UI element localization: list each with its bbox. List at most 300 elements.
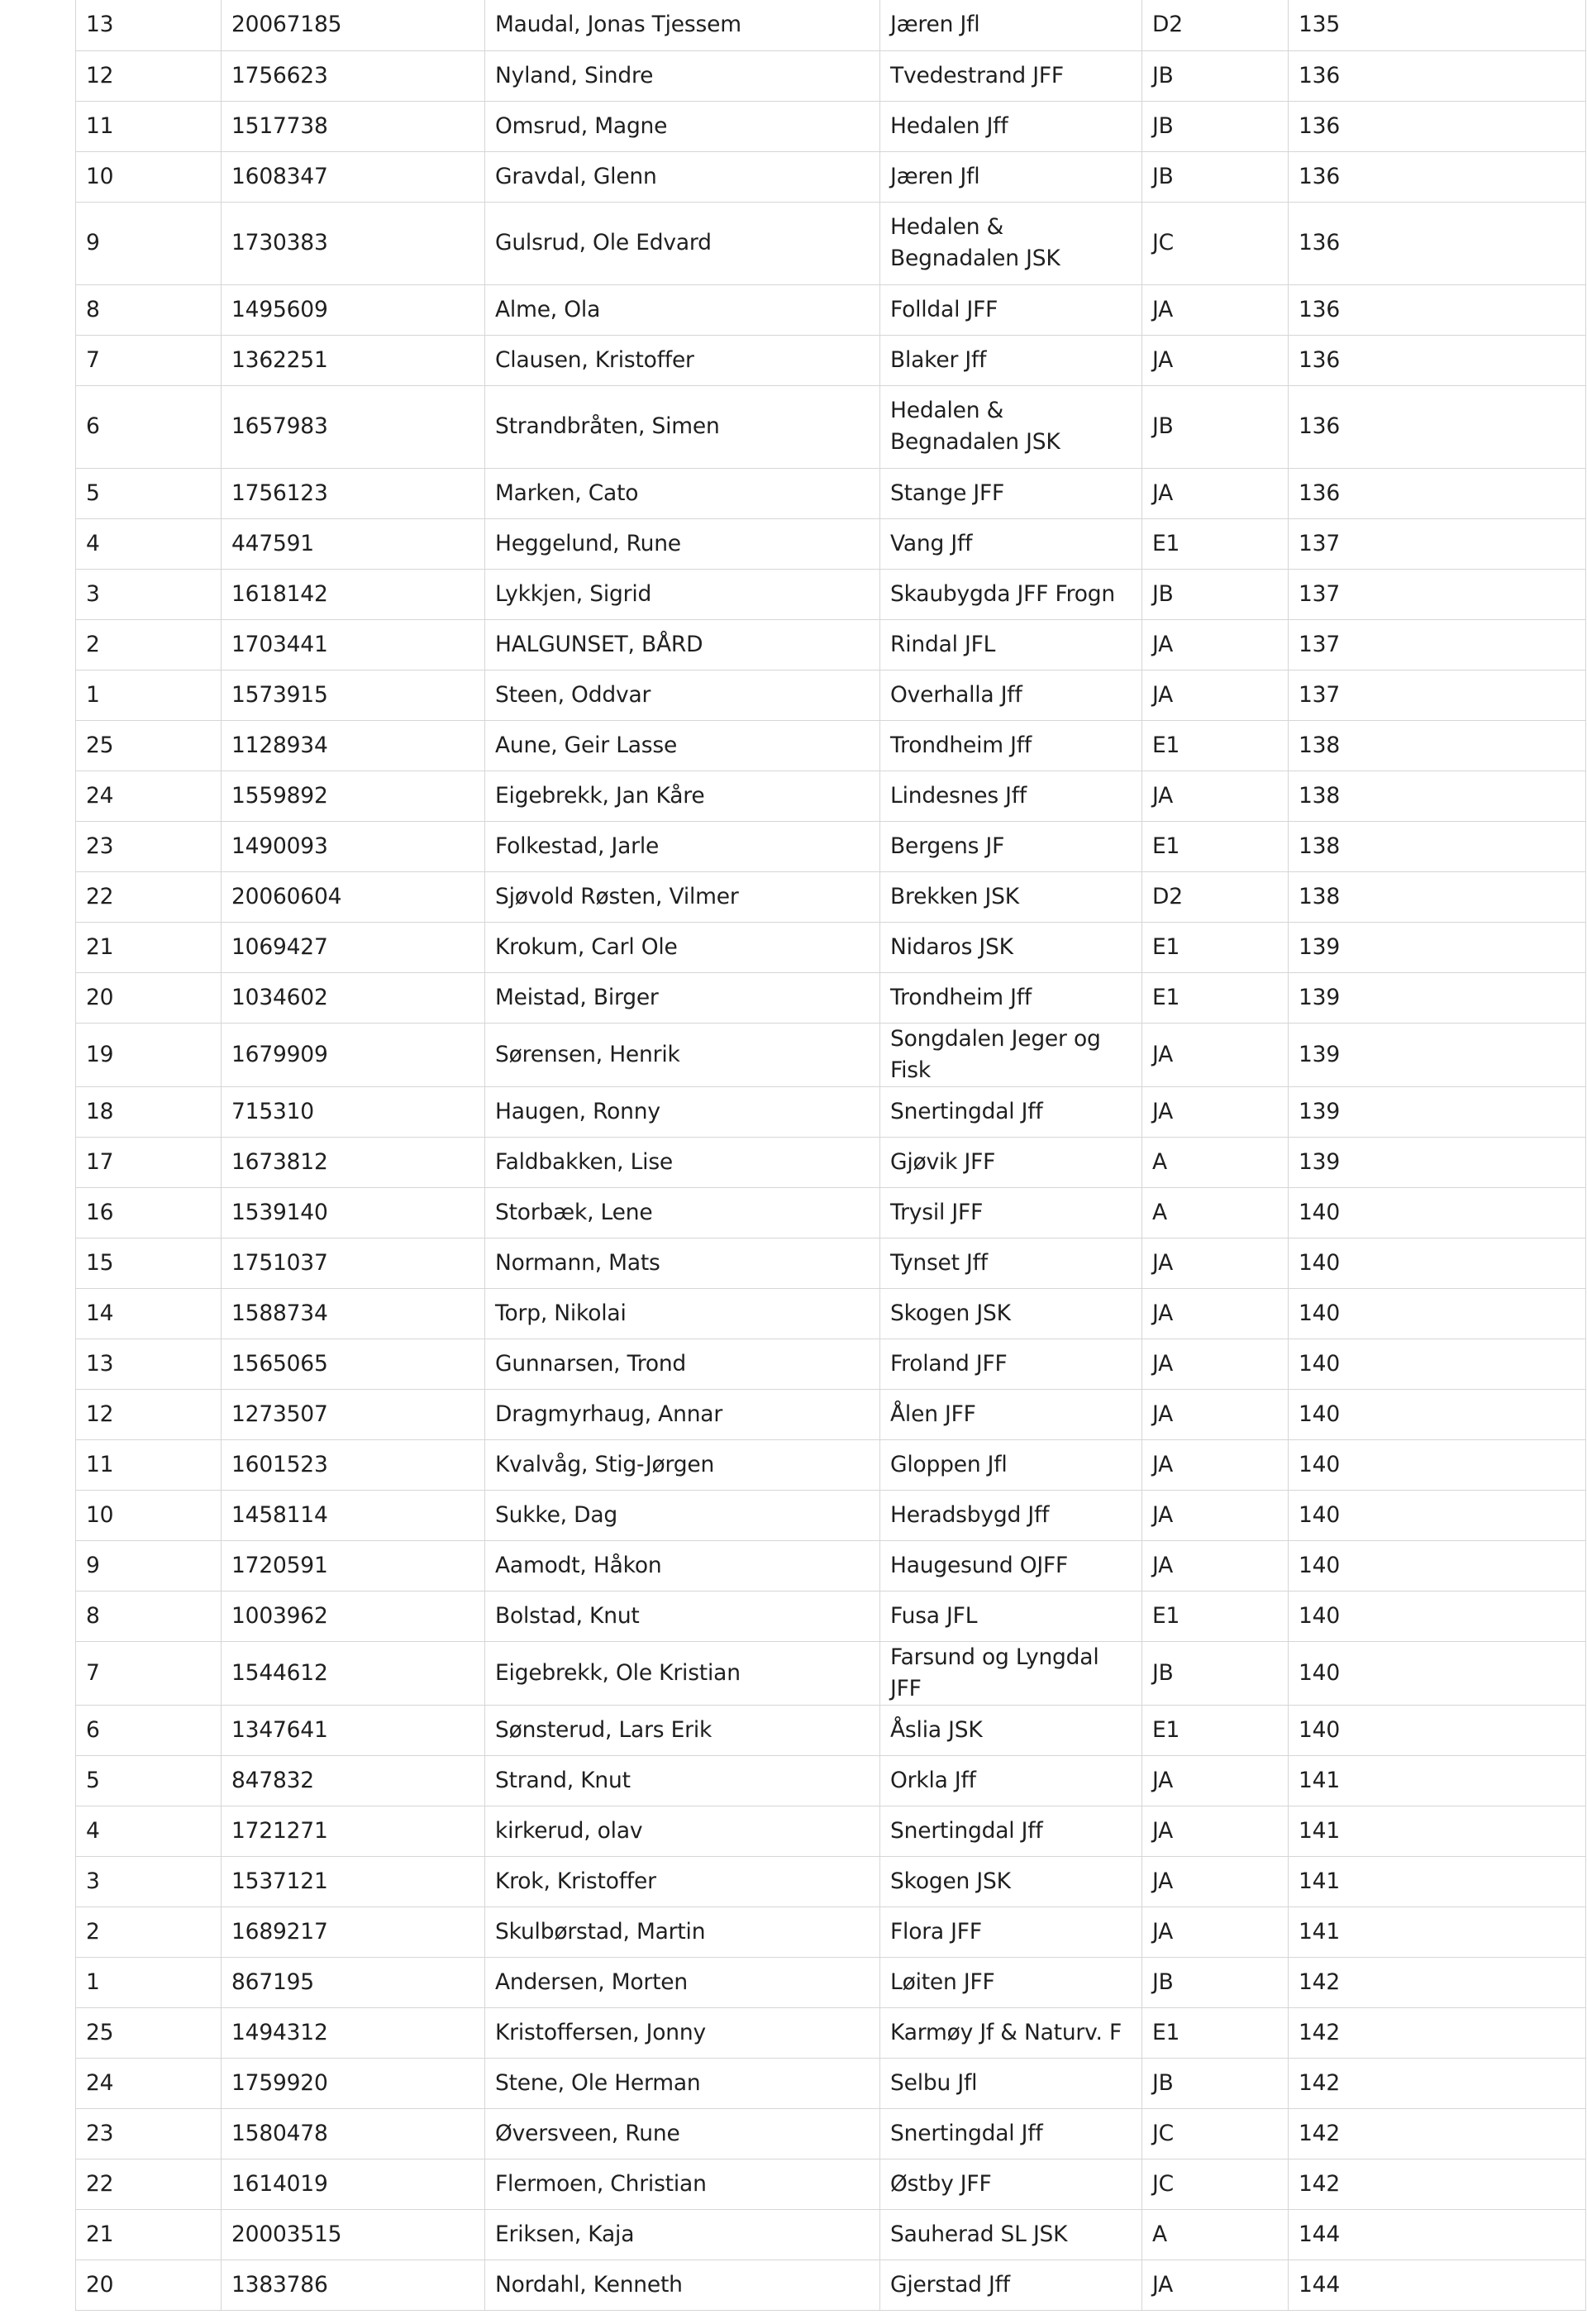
score-cell: 140 xyxy=(1289,1540,1586,1591)
club-cell: Østby JFF xyxy=(880,2159,1142,2209)
club-cell: Snertingdal Jff xyxy=(880,1086,1142,1137)
shooter-name-cell: Folkestad, Jarle xyxy=(485,821,880,871)
shooter-name-cell: Heggelund, Rune xyxy=(485,518,880,569)
rank-cell: 1 xyxy=(76,1957,222,2007)
rank-cell: 13 xyxy=(76,0,222,50)
rank-cell: 11 xyxy=(76,101,222,151)
rank-cell: 24 xyxy=(76,771,222,821)
table-row xyxy=(76,1540,1586,1591)
member-id-cell: 1689217 xyxy=(222,1906,485,1957)
table-row xyxy=(76,468,1586,518)
rank-cell: 1 xyxy=(76,670,222,720)
class-cell: JB xyxy=(1142,151,1289,202)
table-row xyxy=(76,821,1586,871)
rank-cell: 4 xyxy=(76,518,222,569)
member-id-cell: 1580478 xyxy=(222,2108,485,2159)
table-row xyxy=(76,1137,1586,1187)
class-cell: JA xyxy=(1142,1540,1289,1591)
rank-cell: 15 xyxy=(76,1238,222,1288)
shooter-name-cell: Sønsterud, Lars Erik xyxy=(485,1705,880,1755)
rank-cell: 6 xyxy=(76,1705,222,1755)
club-cell: Bergens JF xyxy=(880,821,1142,871)
class-cell: E1 xyxy=(1142,1705,1289,1755)
club-cell: Tvedestrand JFF xyxy=(880,50,1142,101)
table-row xyxy=(76,1288,1586,1339)
rank-cell: 17 xyxy=(76,1137,222,1187)
class-cell: JA xyxy=(1142,1806,1289,1856)
score-cell: 136 xyxy=(1289,468,1586,518)
member-id-cell: 1494312 xyxy=(222,2007,485,2058)
rank-cell: 3 xyxy=(76,1856,222,1906)
score-cell: 138 xyxy=(1289,771,1586,821)
table-row xyxy=(76,1086,1586,1137)
table-row xyxy=(76,385,1586,468)
club-cell: Froland JFF xyxy=(880,1339,1142,1389)
score-cell: 142 xyxy=(1289,2007,1586,2058)
score-cell: 136 xyxy=(1289,335,1586,385)
club-cell: Farsund og Lyngdal JFF xyxy=(880,1641,1142,1705)
club-cell: Orkla Jff xyxy=(880,1755,1142,1806)
table-row xyxy=(76,2108,1586,2159)
table-row xyxy=(76,1856,1586,1906)
score-cell: 140 xyxy=(1289,1705,1586,1755)
club-cell: Hedalen Jff xyxy=(880,101,1142,151)
class-cell: JA xyxy=(1142,670,1289,720)
member-id-cell: 1608347 xyxy=(222,151,485,202)
table-row xyxy=(76,720,1586,771)
shooter-name-cell: Krokum, Carl Ole xyxy=(485,922,880,972)
member-id-cell: 847832 xyxy=(222,1755,485,1806)
rank-cell: 7 xyxy=(76,1641,222,1705)
club-cell: Åslia JSK xyxy=(880,1705,1142,1755)
shooter-name-cell: Strand, Knut xyxy=(485,1755,880,1806)
class-cell: JA xyxy=(1142,771,1289,821)
score-cell: 139 xyxy=(1289,1137,1586,1187)
score-cell: 144 xyxy=(1289,2260,1586,2310)
rank-cell: 2 xyxy=(76,619,222,670)
club-cell: Skogen JSK xyxy=(880,1856,1142,1906)
shooter-name-cell: Kvalvåg, Stig-Jørgen xyxy=(485,1439,880,1490)
table-row xyxy=(76,1755,1586,1806)
club-cell: Fusa JFL xyxy=(880,1591,1142,1641)
rank-cell: 4 xyxy=(76,1806,222,1856)
club-cell: Gjøvik JFF xyxy=(880,1137,1142,1187)
shooter-name-cell: Sukke, Dag xyxy=(485,1490,880,1540)
member-id-cell: 1721271 xyxy=(222,1806,485,1856)
shooter-name-cell: Bolstad, Knut xyxy=(485,1591,880,1641)
class-cell: JA xyxy=(1142,1238,1289,1288)
shooter-name-cell: Aune, Geir Lasse xyxy=(485,720,880,771)
member-id-cell: 1537121 xyxy=(222,1856,485,1906)
score-cell: 141 xyxy=(1289,1806,1586,1856)
member-id-cell: 1601523 xyxy=(222,1439,485,1490)
score-cell: 139 xyxy=(1289,922,1586,972)
class-cell: JA xyxy=(1142,2260,1289,2310)
rank-cell: 14 xyxy=(76,1288,222,1339)
member-id-cell: 1495609 xyxy=(222,284,485,335)
table-row xyxy=(76,1439,1586,1490)
shooter-name-cell: Faldbakken, Lise xyxy=(485,1137,880,1187)
rank-cell: 20 xyxy=(76,972,222,1023)
member-id-cell: 20067185 xyxy=(222,0,485,50)
member-id-cell: 867195 xyxy=(222,1957,485,2007)
club-cell: Brekken JSK xyxy=(880,871,1142,922)
member-id-cell: 1539140 xyxy=(222,1187,485,1238)
table-row xyxy=(76,771,1586,821)
member-id-cell: 1347641 xyxy=(222,1705,485,1755)
class-cell: JA xyxy=(1142,468,1289,518)
table-row xyxy=(76,569,1586,619)
member-id-cell: 1759920 xyxy=(222,2058,485,2108)
results-table xyxy=(75,0,1586,2311)
shooter-name-cell: Normann, Mats xyxy=(485,1238,880,1288)
club-cell: Blaker Jff xyxy=(880,335,1142,385)
member-id-cell: 1559892 xyxy=(222,771,485,821)
member-id-cell: 1128934 xyxy=(222,720,485,771)
table-row xyxy=(76,670,1586,720)
score-cell: 137 xyxy=(1289,670,1586,720)
club-cell: Songdalen Jeger og Fisk xyxy=(880,1023,1142,1086)
class-cell: D2 xyxy=(1142,0,1289,50)
score-cell: 138 xyxy=(1289,821,1586,871)
rank-cell: 16 xyxy=(76,1187,222,1238)
table-row xyxy=(76,1490,1586,1540)
score-cell: 140 xyxy=(1289,1339,1586,1389)
club-cell: Tynset Jff xyxy=(880,1238,1142,1288)
score-cell: 136 xyxy=(1289,151,1586,202)
score-cell: 137 xyxy=(1289,569,1586,619)
table-row xyxy=(76,1187,1586,1238)
member-id-cell: 1517738 xyxy=(222,101,485,151)
member-id-cell: 1614019 xyxy=(222,2159,485,2209)
score-cell: 136 xyxy=(1289,284,1586,335)
shooter-name-cell: Lykkjen, Sigrid xyxy=(485,569,880,619)
rank-cell: 25 xyxy=(76,720,222,771)
member-id-cell: 1756623 xyxy=(222,50,485,101)
shooter-name-cell: HALGUNSET, BÅRD xyxy=(485,619,880,670)
rank-cell: 6 xyxy=(76,385,222,468)
table-row xyxy=(76,2209,1586,2260)
member-id-cell: 1273507 xyxy=(222,1389,485,1439)
shooter-name-cell: Eigebrekk, Jan Kåre xyxy=(485,771,880,821)
results-table-body xyxy=(76,0,1586,2310)
table-row xyxy=(76,284,1586,335)
table-row xyxy=(76,1705,1586,1755)
shooter-name-cell: Skulbørstad, Martin xyxy=(485,1906,880,1957)
shooter-name-cell: Marken, Cato xyxy=(485,468,880,518)
score-cell: 140 xyxy=(1289,1641,1586,1705)
shooter-name-cell: Omsrud, Magne xyxy=(485,101,880,151)
rank-cell: 12 xyxy=(76,1389,222,1439)
member-id-cell: 1657983 xyxy=(222,385,485,468)
rank-cell: 13 xyxy=(76,1339,222,1389)
club-cell: Folldal JFF xyxy=(880,284,1142,335)
class-cell: JA xyxy=(1142,1023,1289,1086)
table-row xyxy=(76,202,1586,284)
member-id-cell: 1730383 xyxy=(222,202,485,284)
table-row xyxy=(76,2007,1586,2058)
shooter-name-cell: Nordahl, Kenneth xyxy=(485,2260,880,2310)
class-cell: JA xyxy=(1142,1288,1289,1339)
class-cell: JA xyxy=(1142,284,1289,335)
class-cell: JC xyxy=(1142,202,1289,284)
shooter-name-cell: Flermoen, Christian xyxy=(485,2159,880,2209)
score-cell: 140 xyxy=(1289,1490,1586,1540)
table-row xyxy=(76,50,1586,101)
club-cell: Ålen JFF xyxy=(880,1389,1142,1439)
club-cell: Skogen JSK xyxy=(880,1288,1142,1339)
member-id-cell: 1618142 xyxy=(222,569,485,619)
rank-cell: 21 xyxy=(76,2209,222,2260)
member-id-cell: 1673812 xyxy=(222,1137,485,1187)
score-cell: 142 xyxy=(1289,1957,1586,2007)
rank-cell: 9 xyxy=(76,202,222,284)
rank-cell: 5 xyxy=(76,468,222,518)
rank-cell: 22 xyxy=(76,2159,222,2209)
member-id-cell: 1458114 xyxy=(222,1490,485,1540)
club-cell: Sauherad SL JSK xyxy=(880,2209,1142,2260)
table-row xyxy=(76,101,1586,151)
class-cell: JA xyxy=(1142,1086,1289,1137)
class-cell: E1 xyxy=(1142,922,1289,972)
shooter-name-cell: Eigebrekk, Ole Kristian xyxy=(485,1641,880,1705)
score-cell: 136 xyxy=(1289,202,1586,284)
club-cell: Snertingdal Jff xyxy=(880,2108,1142,2159)
rank-cell: 2 xyxy=(76,1906,222,1957)
member-id-cell: 1362251 xyxy=(222,335,485,385)
class-cell: JA xyxy=(1142,1906,1289,1957)
class-cell: JA xyxy=(1142,619,1289,670)
member-id-cell: 20003515 xyxy=(222,2209,485,2260)
rank-cell: 8 xyxy=(76,1591,222,1641)
class-cell: JB xyxy=(1142,2058,1289,2108)
class-cell: D2 xyxy=(1142,871,1289,922)
class-cell: JA xyxy=(1142,1490,1289,1540)
shooter-name-cell: Andersen, Morten xyxy=(485,1957,880,2007)
club-cell: Hedalen & Begnadalen JSK xyxy=(880,202,1142,284)
table-row xyxy=(76,1641,1586,1705)
member-id-cell: 1720591 xyxy=(222,1540,485,1591)
club-cell: Jæren Jfl xyxy=(880,151,1142,202)
shooter-name-cell: Torp, Nikolai xyxy=(485,1288,880,1339)
club-cell: Snertingdal Jff xyxy=(880,1806,1142,1856)
member-id-cell: 1069427 xyxy=(222,922,485,972)
shooter-name-cell: Storbæk, Lene xyxy=(485,1187,880,1238)
rank-cell: 10 xyxy=(76,151,222,202)
class-cell: E1 xyxy=(1142,1591,1289,1641)
score-cell: 139 xyxy=(1289,1086,1586,1137)
score-cell: 140 xyxy=(1289,1187,1586,1238)
rank-cell: 10 xyxy=(76,1490,222,1540)
shooter-name-cell: kirkerud, olav xyxy=(485,1806,880,1856)
class-cell: E1 xyxy=(1142,518,1289,569)
score-cell: 142 xyxy=(1289,2058,1586,2108)
shooter-name-cell: Gravdal, Glenn xyxy=(485,151,880,202)
table-row xyxy=(76,1806,1586,1856)
score-cell: 139 xyxy=(1289,972,1586,1023)
score-cell: 136 xyxy=(1289,50,1586,101)
shooter-name-cell: Stene, Ole Herman xyxy=(485,2058,880,2108)
class-cell: JA xyxy=(1142,1439,1289,1490)
rank-cell: 7 xyxy=(76,335,222,385)
member-id-cell: 1756123 xyxy=(222,468,485,518)
table-row xyxy=(76,871,1586,922)
member-id-cell: 715310 xyxy=(222,1086,485,1137)
table-row xyxy=(76,151,1586,202)
club-cell: Vang Jff xyxy=(880,518,1142,569)
member-id-cell: 1588734 xyxy=(222,1288,485,1339)
shooter-name-cell: Eriksen, Kaja xyxy=(485,2209,880,2260)
class-cell: A xyxy=(1142,2209,1289,2260)
class-cell: JB xyxy=(1142,1641,1289,1705)
table-row xyxy=(76,1389,1586,1439)
club-cell: Karmøy Jf & Naturv. F xyxy=(880,2007,1142,2058)
class-cell: E1 xyxy=(1142,972,1289,1023)
table-row xyxy=(76,922,1586,972)
score-cell: 138 xyxy=(1289,871,1586,922)
club-cell: Haugesund OJFF xyxy=(880,1540,1142,1591)
club-cell: Trondheim Jff xyxy=(880,720,1142,771)
member-id-cell: 1703441 xyxy=(222,619,485,670)
shooter-name-cell: Kristoffersen, Jonny xyxy=(485,2007,880,2058)
rank-cell: 22 xyxy=(76,871,222,922)
shooter-name-cell: Øversveen, Rune xyxy=(485,2108,880,2159)
table-row xyxy=(76,1238,1586,1288)
class-cell: JB xyxy=(1142,101,1289,151)
rank-cell: 20 xyxy=(76,2260,222,2310)
table-row xyxy=(76,1906,1586,1957)
club-cell: Jæren Jfl xyxy=(880,0,1142,50)
score-cell: 141 xyxy=(1289,1755,1586,1806)
club-cell: Heradsbygd Jff xyxy=(880,1490,1142,1540)
rank-cell: 25 xyxy=(76,2007,222,2058)
score-cell: 140 xyxy=(1289,1439,1586,1490)
member-id-cell: 1751037 xyxy=(222,1238,485,1288)
score-cell: 141 xyxy=(1289,1856,1586,1906)
club-cell: Rindal JFL xyxy=(880,619,1142,670)
score-cell: 140 xyxy=(1289,1389,1586,1439)
rank-cell: 24 xyxy=(76,2058,222,2108)
class-cell: JB xyxy=(1142,385,1289,468)
shooter-name-cell: Strandbråten, Simen xyxy=(485,385,880,468)
shooter-name-cell: Clausen, Kristoffer xyxy=(485,335,880,385)
member-id-cell: 1383786 xyxy=(222,2260,485,2310)
rank-cell: 5 xyxy=(76,1755,222,1806)
score-cell: 136 xyxy=(1289,385,1586,468)
class-cell: JB xyxy=(1142,50,1289,101)
member-id-cell: 1544612 xyxy=(222,1641,485,1705)
club-cell: Stange JFF xyxy=(880,468,1142,518)
shooter-name-cell: Meistad, Birger xyxy=(485,972,880,1023)
member-id-cell: 1034602 xyxy=(222,972,485,1023)
club-cell: Trysil JFF xyxy=(880,1187,1142,1238)
table-row xyxy=(76,619,1586,670)
club-cell: Gloppen Jfl xyxy=(880,1439,1142,1490)
shooter-name-cell: Gulsrud, Ole Edvard xyxy=(485,202,880,284)
score-cell: 142 xyxy=(1289,2159,1586,2209)
class-cell: JA xyxy=(1142,1755,1289,1806)
class-cell: JA xyxy=(1142,1389,1289,1439)
shooter-name-cell: Alme, Ola xyxy=(485,284,880,335)
table-row xyxy=(76,2260,1586,2310)
class-cell: JC xyxy=(1142,2108,1289,2159)
class-cell: JA xyxy=(1142,1339,1289,1389)
member-id-cell: 1679909 xyxy=(222,1023,485,1086)
table-row xyxy=(76,1339,1586,1389)
member-id-cell: 1003962 xyxy=(222,1591,485,1641)
score-cell: 142 xyxy=(1289,2108,1586,2159)
table-row xyxy=(76,335,1586,385)
rank-cell: 19 xyxy=(76,1023,222,1086)
score-cell: 137 xyxy=(1289,619,1586,670)
member-id-cell: 1573915 xyxy=(222,670,485,720)
member-id-cell: 20060604 xyxy=(222,871,485,922)
club-cell: Trondheim Jff xyxy=(880,972,1142,1023)
rank-cell: 9 xyxy=(76,1540,222,1591)
class-cell: JA xyxy=(1142,335,1289,385)
rank-cell: 21 xyxy=(76,922,222,972)
shooter-name-cell: Nyland, Sindre xyxy=(485,50,880,101)
table-row xyxy=(76,518,1586,569)
class-cell: JB xyxy=(1142,1957,1289,2007)
rank-cell: 18 xyxy=(76,1086,222,1137)
table-row xyxy=(76,2159,1586,2209)
rank-cell: 12 xyxy=(76,50,222,101)
score-cell: 136 xyxy=(1289,101,1586,151)
member-id-cell: 447591 xyxy=(222,518,485,569)
score-cell: 137 xyxy=(1289,518,1586,569)
club-cell: Skaubygda JFF Frogn xyxy=(880,569,1142,619)
member-id-cell: 1490093 xyxy=(222,821,485,871)
score-cell: 139 xyxy=(1289,1023,1586,1086)
class-cell: JC xyxy=(1142,2159,1289,2209)
score-cell: 140 xyxy=(1289,1288,1586,1339)
shooter-name-cell: Dragmyrhaug, Annar xyxy=(485,1389,880,1439)
rank-cell: 11 xyxy=(76,1439,222,1490)
class-cell: JB xyxy=(1142,569,1289,619)
rank-cell: 23 xyxy=(76,821,222,871)
score-cell: 140 xyxy=(1289,1238,1586,1288)
club-cell: Overhalla Jff xyxy=(880,670,1142,720)
shooter-name-cell: Sjøvold Røsten, Vilmer xyxy=(485,871,880,922)
member-id-cell: 1565065 xyxy=(222,1339,485,1389)
shooter-name-cell: Gunnarsen, Trond xyxy=(485,1339,880,1389)
class-cell: A xyxy=(1142,1137,1289,1187)
class-cell: JA xyxy=(1142,1856,1289,1906)
shooter-name-cell: Maudal, Jonas Tjessem xyxy=(485,0,880,50)
table-row xyxy=(76,1957,1586,2007)
club-cell: Flora JFF xyxy=(880,1906,1142,1957)
club-cell: Lindesnes Jff xyxy=(880,771,1142,821)
shooter-name-cell: Haugen, Ronny xyxy=(485,1086,880,1137)
score-cell: 144 xyxy=(1289,2209,1586,2260)
shooter-name-cell: Aamodt, Håkon xyxy=(485,1540,880,1591)
club-cell: Hedalen & Begnadalen JSK xyxy=(880,385,1142,468)
shooter-name-cell: Krok, Kristoffer xyxy=(485,1856,880,1906)
score-cell: 140 xyxy=(1289,1591,1586,1641)
class-cell: E1 xyxy=(1142,821,1289,871)
rank-cell: 3 xyxy=(76,569,222,619)
club-cell: Nidaros JSK xyxy=(880,922,1142,972)
shooter-name-cell: Steen, Oddvar xyxy=(485,670,880,720)
class-cell: A xyxy=(1142,1187,1289,1238)
table-row xyxy=(76,0,1586,50)
club-cell: Løiten JFF xyxy=(880,1957,1142,2007)
rank-cell: 8 xyxy=(76,284,222,335)
shooter-name-cell: Sørensen, Henrik xyxy=(485,1023,880,1086)
score-cell: 138 xyxy=(1289,720,1586,771)
class-cell: E1 xyxy=(1142,2007,1289,2058)
